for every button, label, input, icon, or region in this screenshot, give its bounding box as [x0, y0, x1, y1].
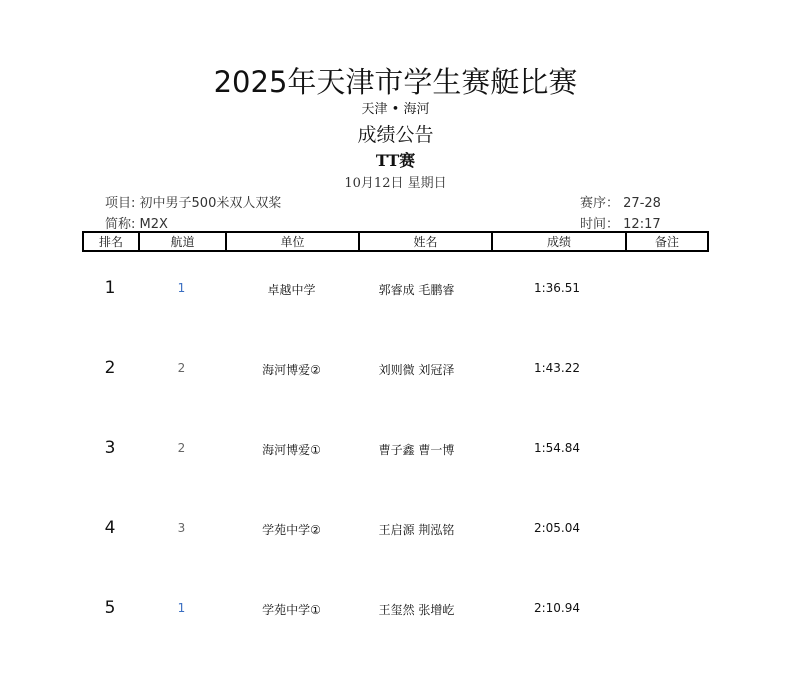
- cell-unit: 学苑中学①: [262, 603, 321, 617]
- col-result: 成绩: [492, 232, 626, 251]
- event-value: 初中男子500米双人双桨: [139, 196, 282, 211]
- code-value: M2X: [139, 217, 168, 232]
- cell-result: 2:05.04: [533, 521, 581, 535]
- time-value: 12:17: [623, 217, 661, 232]
- cell-unit: 海河博爱①: [262, 443, 321, 457]
- cell-names: 王启源 荆泓铭: [378, 523, 455, 537]
- table-row: [82, 278, 707, 301]
- cell-result: 2:10.94: [533, 601, 581, 615]
- code-info: [105, 213, 168, 232]
- cell-lane: 1: [177, 601, 186, 615]
- table-row: [82, 518, 707, 541]
- cell-lane: 1: [177, 281, 186, 295]
- race-type: TT赛: [375, 151, 416, 170]
- cell-lane: 2: [177, 361, 186, 375]
- code-label: 简称:: [105, 217, 136, 232]
- cell-rank: 3: [104, 438, 116, 458]
- order-info: [580, 192, 661, 211]
- table-row: [82, 358, 707, 381]
- cell-rank: 4: [104, 518, 116, 538]
- order-value: 27-28: [623, 196, 661, 211]
- race-date: 10月12日 星期日: [344, 176, 447, 191]
- col-unit: 单位: [226, 232, 359, 251]
- col-note: 备注: [626, 232, 708, 251]
- cell-rank: 2: [104, 358, 116, 378]
- cell-lane: 2: [177, 441, 186, 455]
- venue-subtitle: 天津 • 海河: [361, 102, 430, 117]
- cell-rank: 5: [104, 598, 116, 618]
- cell-result: 1:43.22: [533, 361, 581, 375]
- event-info: [105, 192, 281, 211]
- table-row: [82, 598, 707, 621]
- cell-lane: 3: [177, 521, 186, 535]
- results-header-table: [82, 231, 709, 252]
- col-lane: 航道: [139, 232, 226, 251]
- cell-names: 郭睿成 毛鹏睿: [378, 283, 455, 297]
- col-rank: 排名: [83, 232, 139, 251]
- page-title: 2025年天津市学生赛艇比赛: [213, 65, 578, 99]
- table-row: [82, 438, 707, 461]
- cell-names: 王玺然 张增屹: [378, 603, 455, 617]
- cell-names: 曹子鑫 曹一博: [378, 443, 455, 457]
- cell-result: 1:36.51: [533, 281, 581, 295]
- notice-heading: 成绩公告: [357, 124, 434, 146]
- cell-unit: 卓越中学: [267, 283, 316, 297]
- cell-rank: 1: [104, 278, 116, 298]
- time-label: 时间：: [580, 217, 620, 232]
- event-label: 项目:: [105, 196, 136, 211]
- time-info: [580, 213, 661, 232]
- cell-unit: 学苑中学②: [262, 523, 321, 537]
- cell-unit: 海河博爱②: [262, 363, 321, 377]
- order-label: 赛序：: [580, 196, 620, 211]
- col-names: 姓名: [359, 232, 492, 251]
- cell-names: 刘则微 刘冠泽: [378, 363, 455, 377]
- cell-result: 1:54.84: [533, 441, 581, 455]
